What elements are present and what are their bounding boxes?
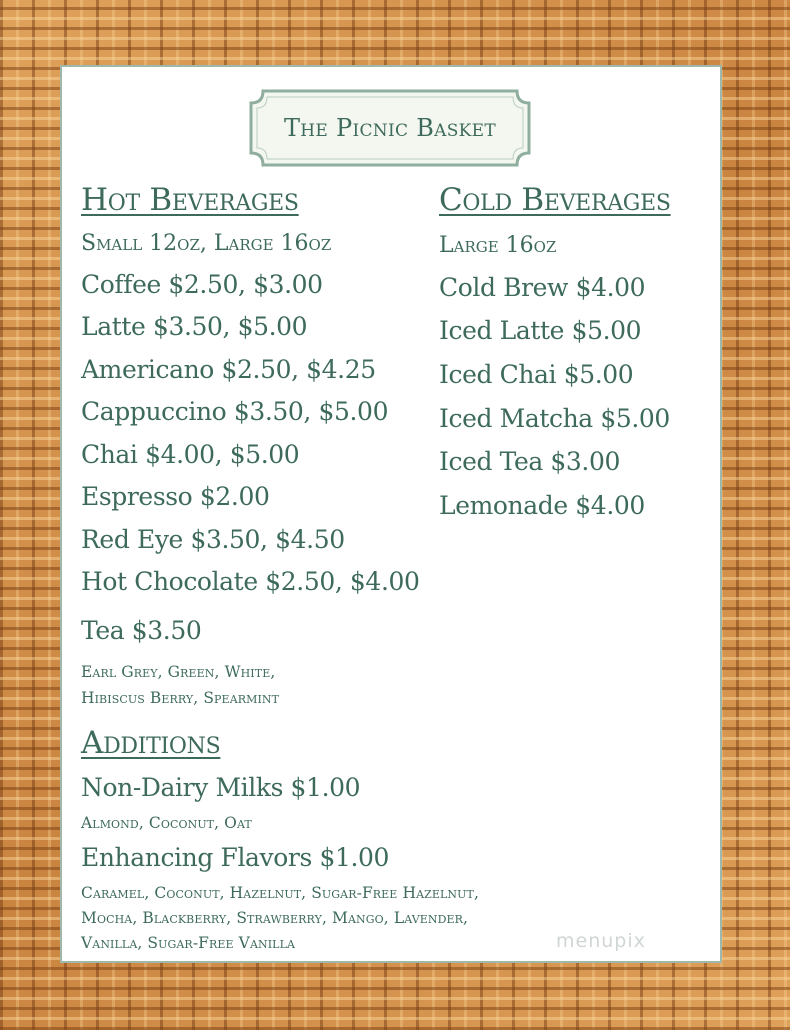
menupix-watermark: menupix xyxy=(556,930,646,952)
hot-item-latte: Latte $3.50, $5.00 xyxy=(81,312,308,341)
cold-sizes: Large 16oz xyxy=(439,233,557,258)
cold-item-iced-tea: Iced Tea $3.00 xyxy=(439,447,620,476)
hot-item-coffee: Coffee $2.50, $3.00 xyxy=(81,270,323,299)
hot-beverages-heading: Hot Beverages xyxy=(81,182,299,218)
hot-item-cappuccino: Cappuccino $3.50, $5.00 xyxy=(81,397,389,426)
menu-title: The Picnic Basket xyxy=(283,114,497,142)
milk-options: Almond, Coconut, Oat xyxy=(81,814,252,832)
additions-heading: Additions xyxy=(81,725,221,761)
tea-options-line-1: Earl Grey, Green, White, xyxy=(81,663,276,681)
cold-item-iced-chai: Iced Chai $5.00 xyxy=(439,360,634,389)
hot-item-hot-chocolate: Hot Chocolate $2.50, $4.00 xyxy=(81,567,420,596)
hot-item-red-eye: Red Eye $3.50, $4.50 xyxy=(81,525,345,554)
cold-item-iced-latte: Iced Latte $5.00 xyxy=(439,316,642,345)
hot-item-tea: Tea $3.50 xyxy=(81,616,202,645)
title-plaque xyxy=(249,89,531,167)
hot-item-americano: Americano $2.50, $4.25 xyxy=(81,355,376,384)
cold-item-cold-brew: Cold Brew $4.00 xyxy=(439,273,646,302)
addition-enhancing-flavors: Enhancing Flavors $1.00 xyxy=(81,843,390,872)
flavor-options-line-3: Vanilla, Sugar-Free Vanilla xyxy=(81,934,296,952)
cold-item-iced-matcha: Iced Matcha $5.00 xyxy=(439,404,670,433)
cold-item-lemonade: Lemonade $4.00 xyxy=(439,491,645,520)
addition-non-dairy-milks: Non-Dairy Milks $1.00 xyxy=(81,773,361,802)
flavor-options-line-1: Caramel, Coconut, Hazelnut, Sugar-Free Hazelnut, xyxy=(81,884,479,902)
flavor-options-line-2: Mocha, Blackberry, Strawberry, Mango, Lavender, xyxy=(81,909,469,927)
tea-options-line-2: Hibiscus Berry, Spearmint xyxy=(81,689,280,707)
hot-item-espresso: Espresso $2.00 xyxy=(81,482,270,511)
hot-item-chai: Chai $4.00, $5.00 xyxy=(81,440,300,469)
hot-sizes: Small 12oz, Large 16oz xyxy=(81,231,332,256)
cold-beverages-heading: Cold Beverages xyxy=(439,182,671,218)
